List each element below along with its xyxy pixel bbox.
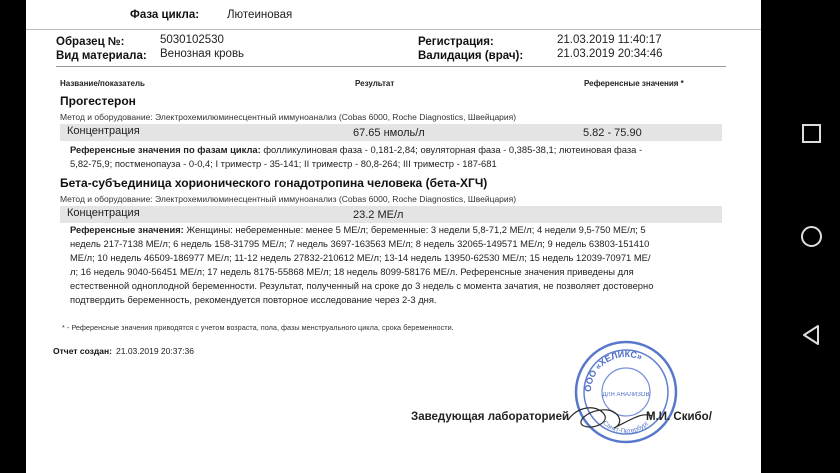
column-result-header: Результат <box>355 79 395 88</box>
sample-value: 5030102530 <box>160 34 224 46</box>
param-name: Концентрация <box>67 125 140 137</box>
sample-label: Образец №: <box>56 36 125 48</box>
handwritten-signature <box>564 398 654 438</box>
test-method: Метод и оборудование: Электрохемилюминесцентный иммуноанализ (Cobas 6000, Roche Diagnostics, Швейцария) <box>60 194 517 204</box>
header-divider <box>26 29 761 30</box>
column-reference-header: Референсные значения * <box>584 79 684 88</box>
test-title: Бета-субъединица хорионического гонадотропина человека (бета-ХГЧ) <box>60 176 488 190</box>
stamp-top-text: ООО «ХЕЛИКС» <box>582 348 644 393</box>
footnote: * - Референсные значения приводятся с учетом возраста, пола, фазы менструального цикла, срока беременности. <box>62 323 454 332</box>
reference-value: 5.82 - 75.90 <box>583 127 642 139</box>
stamp-city-text: Санкт-Петербург <box>601 419 651 436</box>
report-created-value: 21.03.2019 20:37:36 <box>116 346 194 356</box>
reference-description <box>70 143 650 171</box>
android-nav-bar <box>769 0 840 473</box>
registration-value: 21.03.2019 11:40:17 <box>557 34 662 46</box>
reference-description <box>70 223 658 307</box>
result-value: 67.65 нмоль/л <box>353 127 425 139</box>
validation-value: 21.03.2019 20:34:46 <box>557 48 663 60</box>
reference-label: Референсные значения по фазам цикла: <box>70 144 261 155</box>
registration-label: Регистрация: <box>418 36 494 48</box>
material-label: Вид материала: <box>56 50 147 62</box>
home-icon[interactable] <box>801 226 822 247</box>
lab-head-label: Заведующая лабораторией <box>411 411 570 423</box>
validation-label: Валидация (врач): <box>418 50 524 62</box>
lab-report-document <box>26 0 761 473</box>
reference-text: Женщины: небеременные: менее 5 МЕ/л; беременные: 3 недели 5,8-71,2 МЕ/л; 4 недели 9,5-750 МЕ/л; 5 недель 217-7138 МЕ/л; 6 недель 158-31795 МЕ/л; 7 недель 3697-163563 МЕ/л; 8 недель 32065-149571 МЕ/л; 9 недель 63803-151410 МЕ/л; 10 недель 46509-186977 МЕ/л; 11-12 недель 27832-210612 МЕ/л; 13-14 недель 13950-62530 МЕ/л; 15 недель 12039-70971 МЕ/л; 16 недель 9040-56451 МЕ/л; 17 недель 8175-55868 МЕ/л; 18 недель 8099-58176 МЕ/л. Референсные значения приведены для естественной одноплодной беременности. Результат, полученный на сроке до 3 недель с момента зачатия, не позволяет достоверно подтвердить беременность, рекомендуется повторное исследование через 2-3 дня. <box>70 224 654 305</box>
cycle-phase-value: Лютеиновая <box>227 9 293 21</box>
param-name: Концентрация <box>67 207 140 219</box>
lab-head-name: М.И. Скибо/ <box>646 411 712 423</box>
recents-icon[interactable] <box>802 124 821 143</box>
report-created-label: Отчет создан: <box>53 346 112 356</box>
back-icon[interactable] <box>801 324 821 346</box>
sample-divider <box>56 66 726 67</box>
column-name-header: Название/показатель <box>60 79 145 88</box>
test-method: Метод и оборудование: Электрохемилюминесцентный иммуноанализ (Cobas 6000, Roche Diagnostics, Швейцария) <box>60 112 517 122</box>
result-value: 23.2 МЕ/л <box>353 209 404 221</box>
test-title: Прогестерон <box>60 94 136 108</box>
cycle-phase-label: Фаза цикла: <box>130 9 200 21</box>
stamp-sub-text: ДЛЯ АНАЛИЗОВ <box>602 392 650 398</box>
reference-text: фолликулиновая фаза - 0,181-2,84; овуляторная фаза - 0,385-38,1; лютеиновая фаза - 5,82-75,9; постменопауза - 0-0,4; I триместр - 35-141; II триместр - 80,8-264; III триместр - 187-681 <box>70 144 643 169</box>
reference-label: Референсные значения: <box>70 224 184 235</box>
material-value: Венозная кровь <box>160 48 245 60</box>
